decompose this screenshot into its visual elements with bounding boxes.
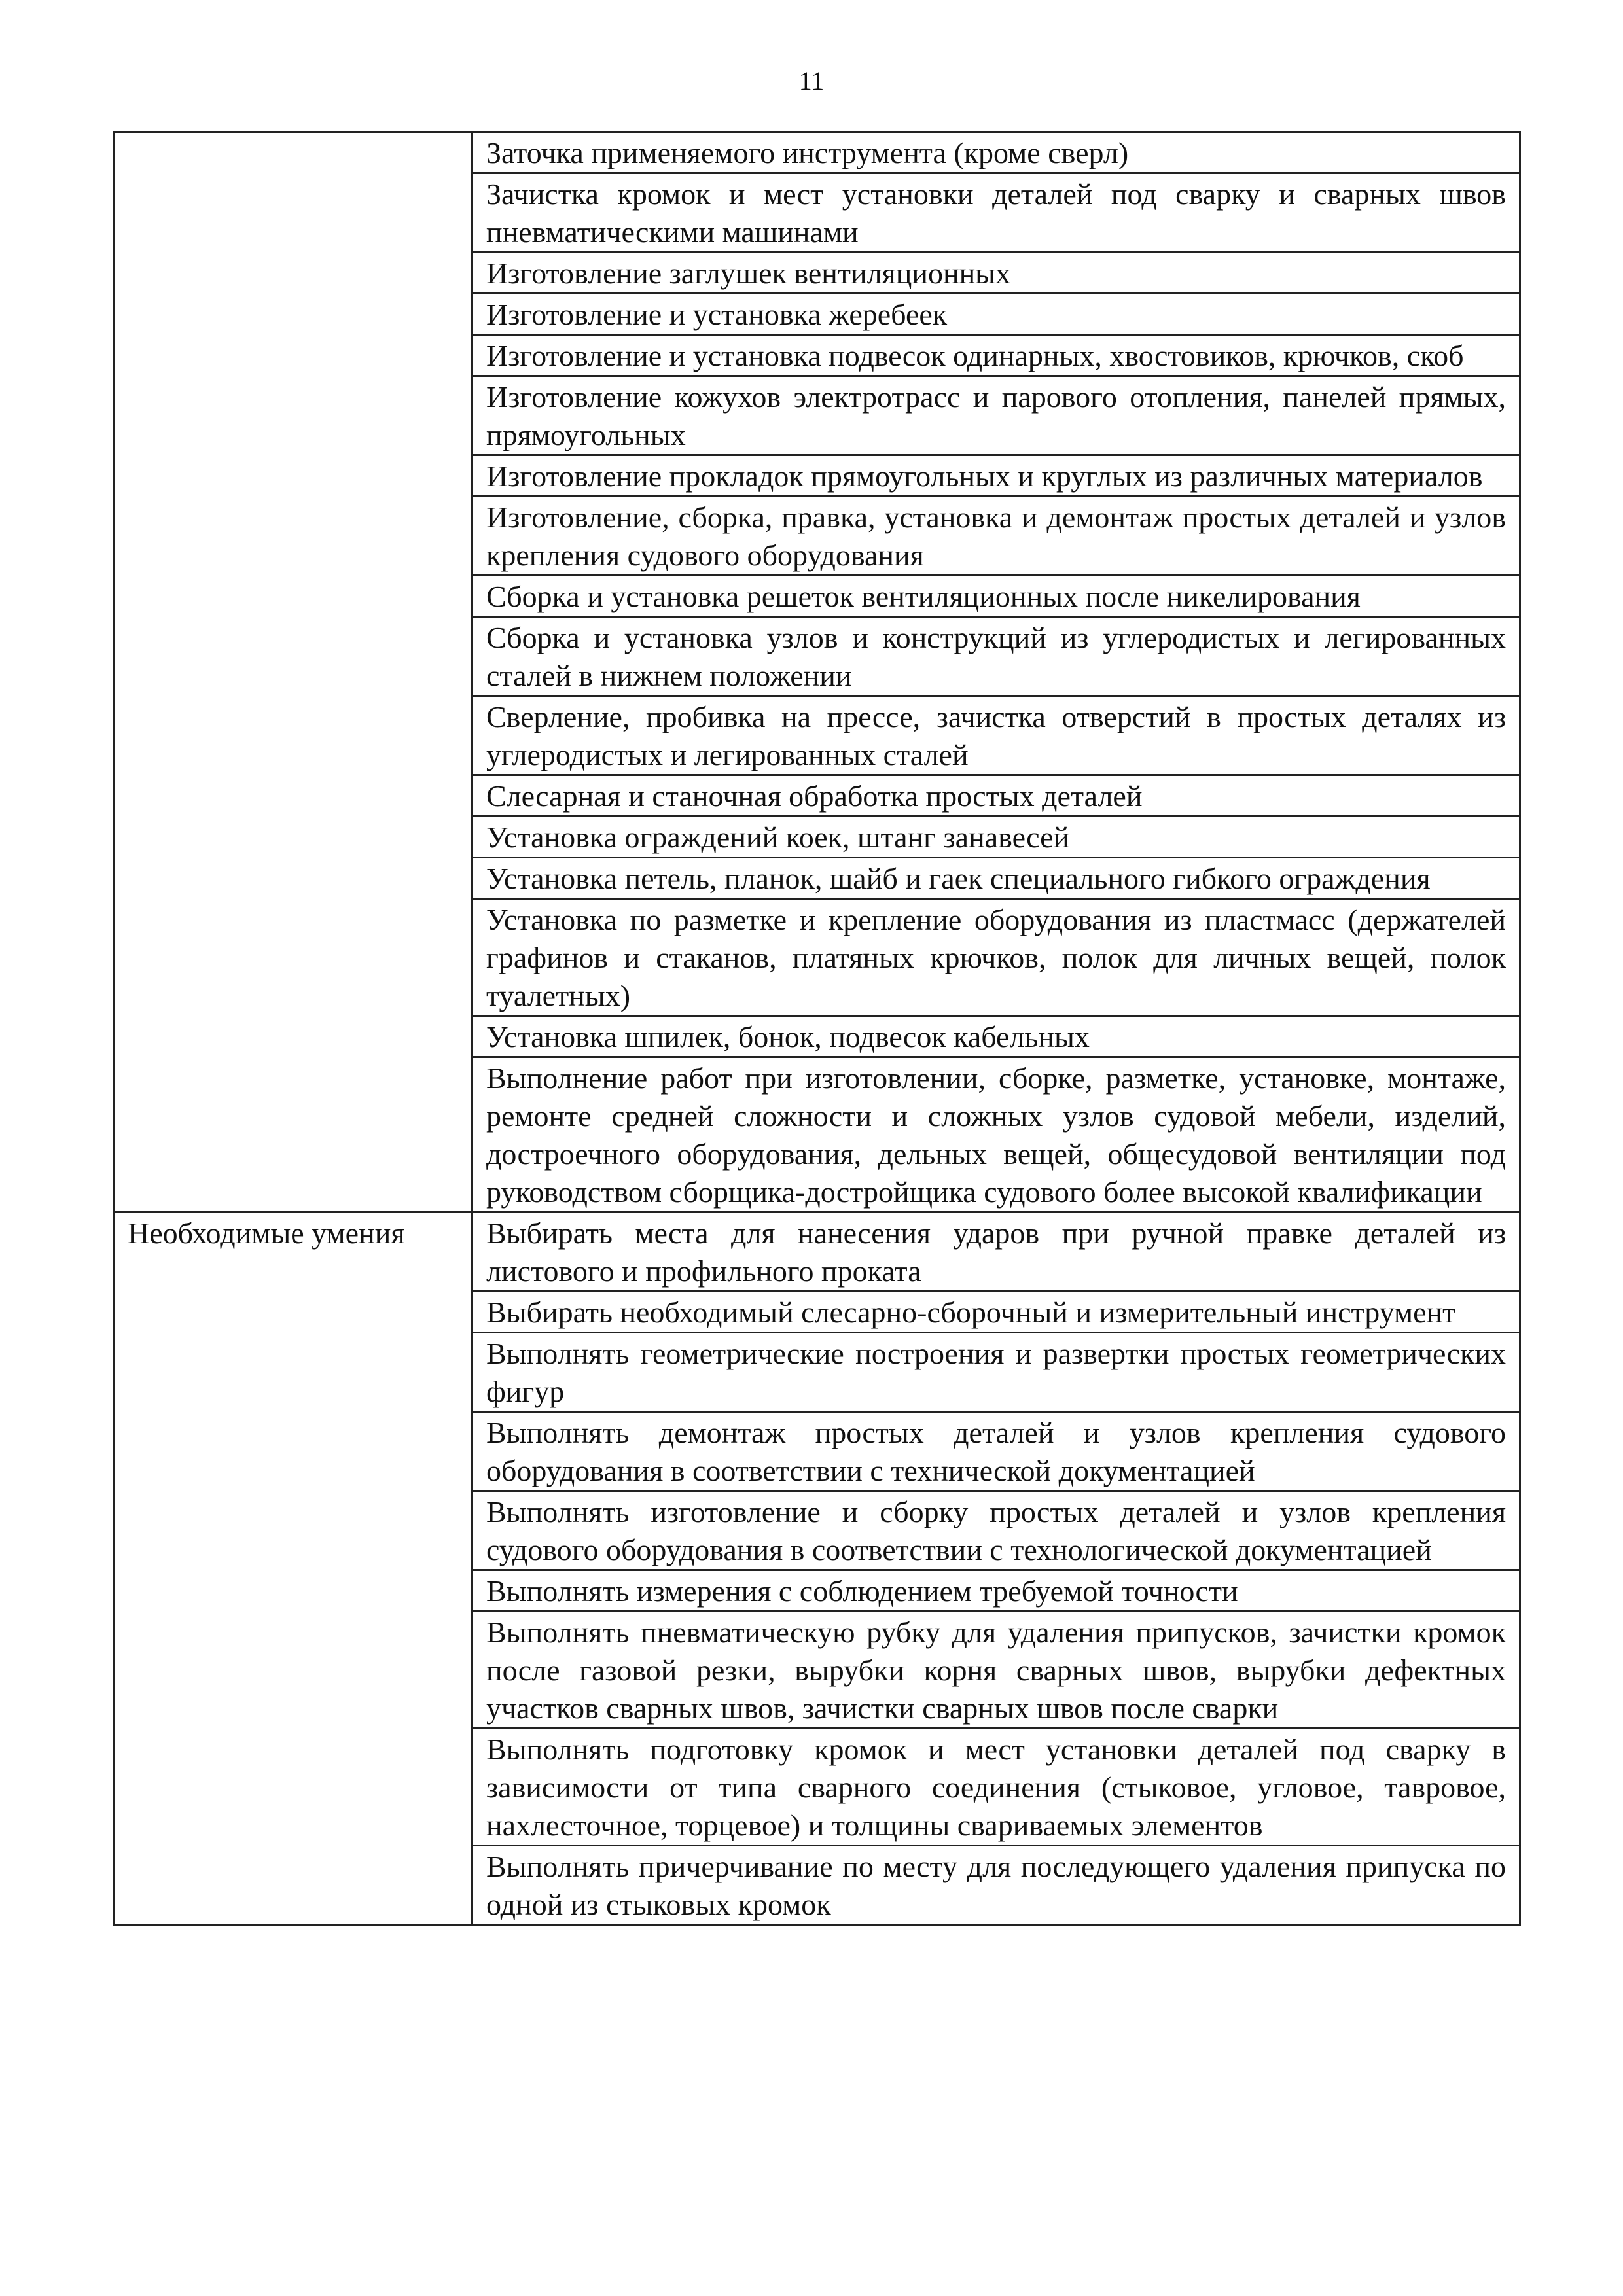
table-cell xyxy=(473,1846,1520,1925)
requirements-table xyxy=(113,131,1521,1926)
cell-text: Изготовление заглушек вентиляционных xyxy=(486,256,1011,290)
category-label: Необходимые умения xyxy=(128,1216,405,1250)
cell-text: Выполнять пневматическую рубку для удаления припусков, зачистки кромок после газовой резки, вырубки корня сварных швов, вырубки дефектных участков сварных швов, зачистки сварных швов после сварки xyxy=(486,1616,1506,1725)
table-cell xyxy=(473,1729,1520,1846)
category-cell-required-skills xyxy=(114,1212,473,1925)
table-cell xyxy=(473,1212,1520,1292)
cell-text: Установка петель, планок, шайб и гаек специального гибкого ограждения xyxy=(486,862,1431,895)
cell-text: Выполнять геометрические построения и развертки простых геометрических фигур xyxy=(486,1337,1506,1408)
table-cell xyxy=(473,1491,1520,1570)
cell-text: Выполнять подготовку кромок и мест установки деталей под сварку в зависимости от типа сварного соединения (стыковое, угловое, тавровое, нахлесточное, торцевое) и толщины свариваемых элементов xyxy=(486,1733,1506,1842)
table-cell xyxy=(473,1292,1520,1333)
table-cell xyxy=(473,294,1520,335)
cell-text: Выбирать необходимый слесарно-сборочный и измерительный инструмент xyxy=(486,1296,1456,1329)
table-cell xyxy=(473,899,1520,1016)
cell-text: Сборка и установка узлов и конструкций из углеродистых и легированных сталей в нижнем положении xyxy=(486,621,1506,692)
table-cell xyxy=(473,132,1520,173)
table-cell xyxy=(473,173,1520,253)
cell-text: Сборка и установка решеток вентиляционных после никелирования xyxy=(486,580,1361,613)
table-cell xyxy=(473,1570,1520,1612)
table-cell xyxy=(473,617,1520,696)
cell-text: Выполнять причерчивание по месту для последующего удаления припуска по одной из стыковых кромок xyxy=(486,1850,1506,1921)
page-number: 11 xyxy=(798,66,825,96)
table-cell xyxy=(473,1612,1520,1729)
cell-text: Выполнять изготовление и сборку простых деталей и узлов крепления судового оборудования в соответствии с технологической документацией xyxy=(486,1495,1506,1566)
cell-text: Изготовление и установка жеребеек xyxy=(486,298,948,331)
cell-text: Зачистка кромок и мест установки деталей под сварку и сварных швов пневматическими машинами xyxy=(486,177,1506,249)
cell-text: Изготовление прокладок прямоугольных и круглых из различных материалов xyxy=(486,459,1483,493)
cell-text: Выполнение работ при изготовлении, сборке, разметке, установке, монтаже, ремонте средней сложности и сложных узлов судовой мебели, изделий, достроечного оборудования, дельных вещей, общесудовой вентиляции под руководством сборщика-достройщика судового более высокой квалификации xyxy=(486,1061,1506,1209)
cell-text: Установка шпилек, бонок, подвесок кабельных xyxy=(486,1020,1090,1053)
table-cell xyxy=(473,817,1520,858)
category-cell-labor-actions xyxy=(114,132,473,1212)
cell-text: Выполнять измерения с соблюдением требуемой точности xyxy=(486,1574,1238,1608)
table-cell xyxy=(473,1057,1520,1212)
cell-text: Сверление, пробивка на прессе, зачистка отверстий в простых деталях из углеродистых и легированных сталей xyxy=(486,700,1506,771)
cell-text: Установка ограждений коек, штанг занавесей xyxy=(486,821,1070,854)
table-cell xyxy=(473,576,1520,617)
table-row xyxy=(114,1212,1520,1292)
cell-text: Заточка применяемого инструмента (кроме сверл) xyxy=(486,136,1129,169)
cell-text: Установка по разметке и крепление оборудования из пластмасс (держателей графинов и стаканов, платяных крючков, полок для личных вещей, полок туалетных) xyxy=(486,903,1506,1012)
table-cell xyxy=(473,335,1520,376)
cell-text: Изготовление кожухов электротрасс и парового отопления, панелей прямых, прямоугольных xyxy=(486,380,1506,451)
table-cell xyxy=(473,696,1520,775)
table-row xyxy=(114,132,1520,173)
table-cell xyxy=(473,1016,1520,1057)
table-cell xyxy=(473,497,1520,576)
cell-text: Выполнять демонтаж простых деталей и узлов крепления судового оборудования в соответствии с технической документацией xyxy=(486,1416,1506,1487)
table-cell xyxy=(473,1333,1520,1412)
cell-text: Изготовление, сборка, правка, установка и демонтаж простых деталей и узлов крепления судового оборудования xyxy=(486,501,1506,572)
cell-text: Изготовление и установка подвесок одинарных, хвостовиков, крючков, скоб xyxy=(486,339,1464,372)
table-cell xyxy=(473,253,1520,294)
table-cell xyxy=(473,1412,1520,1491)
table-cell xyxy=(473,858,1520,899)
cell-text: Выбирать места для нанесения ударов при ручной правке деталей из листового и профильного проката xyxy=(486,1216,1506,1288)
table-cell xyxy=(473,775,1520,817)
table-cell xyxy=(473,376,1520,455)
table-cell xyxy=(473,455,1520,497)
cell-text: Слесарная и станочная обработка простых деталей xyxy=(486,779,1143,813)
